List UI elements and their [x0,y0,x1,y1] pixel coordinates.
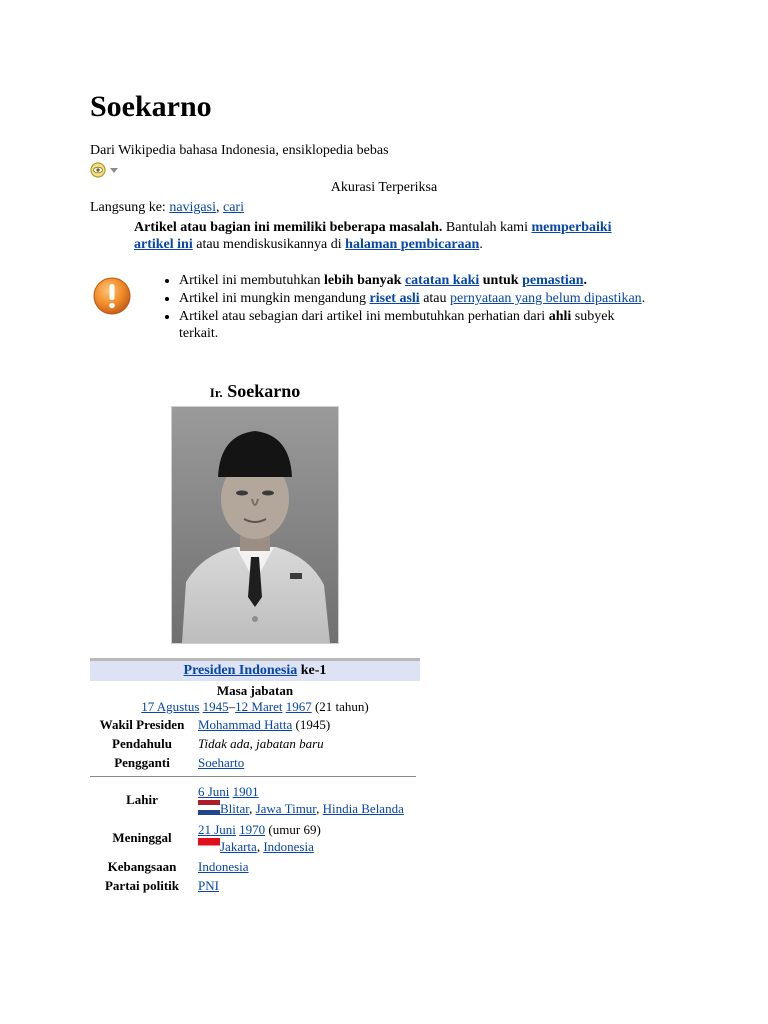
vice-president-link[interactable]: Mohammad Hatta [198,717,293,732]
jump-link-search[interactable]: cari [222,200,244,215]
birth-year-link[interactable]: 1901 [232,784,259,799]
row-label: Meninggal [112,830,172,845]
infobox-name [90,380,420,406]
issue-bold-text: lebih banyak [324,273,405,288]
infobox-divider [90,776,416,777]
infobox-row-successor [90,753,420,772]
term-heading: Masa jabatan [216,683,294,698]
death-year-link[interactable]: 1970 [239,822,266,837]
row-label: Wakil Presiden [99,717,185,732]
jump-prefix: Langsung ke: [90,200,170,215]
accuracy-label: Akurasi Terperiksa [330,180,438,195]
issue-list [155,272,655,343]
issue-bold-text: ahli [548,309,572,324]
unverified-claims-link[interactable]: pernyataan yang belum dipastikan [450,291,642,306]
issue-text: Artikel atau sebagian dari artikel ini membutuhkan perhatian dari [179,309,549,324]
caret-down-icon [110,168,118,173]
row-value [194,876,420,895]
death-age: (umur 69) [265,822,321,837]
row-label: Kebangsaan [107,859,177,874]
exclamation-circle-icon [92,276,132,316]
office-suffix: ke-1 [297,663,327,678]
infobox-row-nationality [90,857,420,876]
page-title: Soekarno [90,90,212,123]
row-label: Pendahulu [112,736,172,751]
term-dash: – [228,699,236,714]
term-end-year-link[interactable]: 1967 [285,699,312,714]
birth-province-link[interactable]: Jawa Timur [255,801,317,816]
death-place-link[interactable]: Jakarta [220,839,257,854]
birth-day-link[interactable]: 6 Juni [198,784,230,799]
eye-badge-icon [90,161,126,179]
infobox-row-vice-president [90,715,420,734]
row-value [194,857,420,876]
separator: , [316,801,323,816]
party-link[interactable]: PNI [198,878,219,893]
birth-place-link[interactable]: Blitar [220,801,250,816]
issue-bold-text: . [583,273,588,288]
talk-page-link[interactable]: halaman pembicaraan [345,237,480,252]
death-day-link[interactable]: 21 Juni [198,822,236,837]
accuracy-dropdown[interactable] [90,161,126,179]
infobox-row-predecessor [90,734,420,753]
notice-lead: Artikel atau bagian ini memiliki beberapa masalah. [134,220,443,235]
jump-link-navigation[interactable]: navigasi [169,200,216,215]
name-prefix: Ir. [209,385,223,400]
jump-to-bar [90,199,244,217]
term-dates [90,699,420,715]
term-end-day-link[interactable]: 12 Maret [235,699,283,714]
row-value [194,753,420,772]
row-label: Partai politik [104,878,180,893]
jump-separator: , [215,200,223,215]
infobox [90,380,420,895]
issue-item [179,290,655,307]
infobox-person-name: Soekarno [227,381,301,401]
issue-text: Artikel ini membutuhkan [179,273,325,288]
notice-text: Bantulah kami [442,220,532,235]
row-value [194,715,420,734]
notice-text: atau mendiskusikannya di [192,237,346,252]
predecessor-value: Tidak ada, jabatan baru [198,736,324,751]
term-start-day-link[interactable]: 17 Agustus [141,699,200,714]
death-country-link[interactable]: Indonesia [263,839,314,854]
infobox-row-birth [90,783,420,817]
site-tagline: Dari Wikipedia bahasa Indonesia, ensiklopedia bebas [90,143,389,158]
row-label: Pengganti [114,755,170,770]
issue-bold-text: untuk [479,273,523,288]
infobox-row-death [90,821,420,855]
term-start-year-link[interactable]: 1945 [202,699,229,714]
row-value [194,821,420,855]
issue-text: atau [419,291,451,306]
notice-text: . [479,237,483,252]
original-research-link[interactable]: riset asli [369,291,420,306]
successor-link[interactable]: Soeharto [198,755,245,770]
office-header [90,661,420,681]
row-label: Lahir [126,792,158,807]
footnotes-link[interactable]: catatan kaki [404,273,480,288]
row-value [194,783,420,817]
issue-text: Artikel ini mungkin mengandung [179,291,370,306]
office-link[interactable]: Presiden Indonesia [183,663,298,678]
separator: , [256,839,264,854]
birth-country-link[interactable]: Hindia Belanda [322,801,404,816]
issue-text: . [641,291,646,306]
issue-text: subyek terkait. [179,309,615,341]
issue-item [179,272,655,289]
vice-president-years: (1945) [292,717,331,732]
indonesia-flag-icon [198,838,220,853]
nationality-link[interactable]: Indonesia [198,859,249,874]
term-duration: (21 tahun) [311,699,369,714]
separator: , [249,801,256,816]
improve-article-link[interactable]: memperbaiki artikel ini [134,220,612,252]
issue-item [179,308,655,342]
issues-notice [134,219,654,253]
portrait-photo[interactable] [171,406,339,644]
verification-link[interactable]: pemastian [522,273,584,288]
infobox-row-party [90,876,420,895]
netherlands-flag-icon [198,800,220,815]
